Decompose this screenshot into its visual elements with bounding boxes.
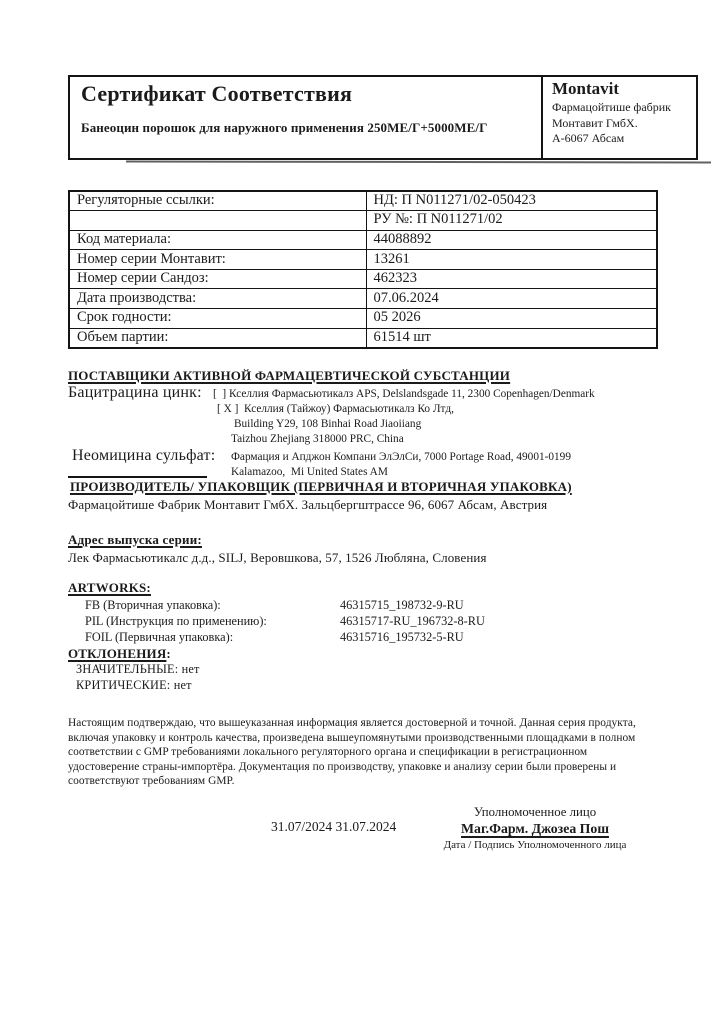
header-company-cell	[541, 77, 696, 158]
signature-caption: Дата / Подпись Уполномоченного лица	[443, 839, 627, 851]
row-label: Код материала:	[69, 230, 366, 250]
bacitracin-option: [ ] Кселлия Фармасьютикалз APS, Delslandsgade 11, 2300 Copenhagen/Denmark	[213, 388, 595, 400]
deviations-heading-text: ОТКЛОНЕНИЯ	[68, 646, 167, 661]
signature-dates: 31.07/2024 31.07.2024	[271, 819, 397, 834]
artwork-code: 46315716_195732-5-RU	[340, 630, 464, 644]
neomycin-address-line: Kalamazoo, Mi United States AM	[231, 465, 388, 478]
signature-role: Уполномоченное лицо	[473, 805, 597, 819]
table-row	[69, 191, 657, 211]
row-label: Номер серии Монтавит:	[69, 250, 366, 270]
bacitracin-option-address-line: Taizhou Zhejiang 318000 PRC, China	[231, 432, 404, 445]
scan-shadow-line	[126, 160, 711, 163]
table-row	[69, 250, 657, 270]
table-row	[69, 328, 657, 348]
row-label: Регуляторные ссылки:	[69, 191, 366, 211]
row-label: Срок годности:	[69, 309, 366, 329]
row-value: 61514 шт	[366, 328, 657, 348]
row-value: 462323	[366, 269, 657, 289]
row-value: РУ №: П N011271/02	[366, 211, 657, 231]
row-value: 05 2026	[366, 309, 657, 329]
artwork-label: PIL (Инструкция по применению):	[85, 614, 267, 628]
artwork-code: 46315717-RU_196732-8-RU	[340, 614, 485, 628]
table-row	[69, 309, 657, 329]
row-value: НД: П N011271/02-050423	[366, 191, 657, 211]
signature-name: Маг.Фарм. Джозеа Пош	[461, 821, 609, 836]
bacitracin-label: Бацитрацина цинк:	[68, 384, 202, 401]
manufacturer-address: Фармацойтише Фабрик Монтавит ГмбХ. Зальцбергштрассе 96, 6067 Абсам, Австрия	[68, 497, 548, 512]
table-row	[69, 211, 657, 231]
manufacturer-heading: ПРОИЗВОДИТЕЛЬ/ УПАКОВЩИК (ПЕРВИЧНАЯ И ВТОРИЧНАЯ УПАКОВКА)	[70, 479, 572, 494]
row-value: 44088892	[366, 230, 657, 250]
company-address-line: Фармацойтише фабрик	[552, 100, 671, 114]
company-address-line: А-6067 Абсам	[552, 131, 625, 145]
artworks-heading: ARTWORKS:	[68, 580, 151, 595]
statement-paragraph: Настоящим подтверждаю, что вышеуказанная информация является достоверной и точной. Данная серия продукта, включая упаковку и контроль качества, произведена вышеупомянутыми производственными площадками в полном соответствии с GMP требованиями локального регуляторного органа и спецификации в регистрационном удостоверение страны-импортёра. Документация по производству, упаковке и анализу серии были проверены и соответствуют требованиям GMP.	[68, 717, 636, 788]
deviations-heading-colon: :	[166, 646, 171, 661]
suppliers-heading: ПОСТАВЩИКИ АКТИВНОЙ ФАРМАЦЕВТИЧЕСКОЙ СУБСТАНЦИИ	[68, 368, 511, 383]
table-row	[69, 289, 657, 309]
bacitracin-option-address-line: Building Y29, 108 Binhai Road Jiaoiiang	[234, 417, 422, 430]
row-label: Объем партии:	[69, 328, 366, 348]
certificate-title: Сертификат Соответствия	[81, 81, 353, 106]
row-label: Дата производства:	[69, 289, 366, 309]
row-value: 07.06.2024	[366, 289, 657, 309]
table-row	[69, 230, 657, 250]
company-address-line: Монтавит ГмбХ.	[552, 115, 638, 130]
row-value: 13261	[366, 250, 657, 270]
signature-block	[420, 805, 650, 851]
neomycin-address-line: Фармация и Апджон Компани ЭлЭлСи, 7000 Portage Road, 49001-0199	[231, 451, 571, 463]
table-row	[69, 269, 657, 289]
bacitracin-option: [ X ] Кселлия (Тайжоу) Фармасьютикалз Ко Лтд,	[217, 402, 454, 415]
header-left-cell	[70, 77, 541, 158]
neomycin-address	[231, 450, 571, 480]
company-name: Montavit	[552, 79, 620, 98]
neomycin-label: Неомицина сульфат:	[72, 447, 216, 464]
product-name: Банеоцин порошок для наружного применения 250МЕ/Г+5000МЕ/Г	[81, 120, 488, 135]
bacitracin-options	[213, 387, 595, 447]
release-address-heading: Адрес выпуска серии:	[68, 532, 202, 547]
row-label: Номер серии Сандоз:	[69, 269, 366, 289]
deviation-line: ЗНАЧИТЕЛЬНЫЕ: нет	[76, 662, 200, 676]
artwork-label: FOIL (Первичная упаковка):	[85, 630, 234, 644]
release-address: Лек Фармасьютикалс д.д., SILJ, Веровшкова, 57, 1526 Любляна, Словения	[68, 550, 487, 565]
artwork-code: 46315715_198732-9-RU	[340, 598, 464, 612]
neomycin-underline	[68, 476, 207, 478]
details-table	[68, 190, 658, 349]
row-label	[69, 211, 366, 231]
deviations-heading	[68, 646, 171, 662]
header-box	[68, 75, 698, 160]
deviation-line: КРИТИЧЕСКИЕ: нет	[76, 678, 192, 692]
artwork-label: FB (Вторичная упаковка):	[85, 598, 221, 612]
